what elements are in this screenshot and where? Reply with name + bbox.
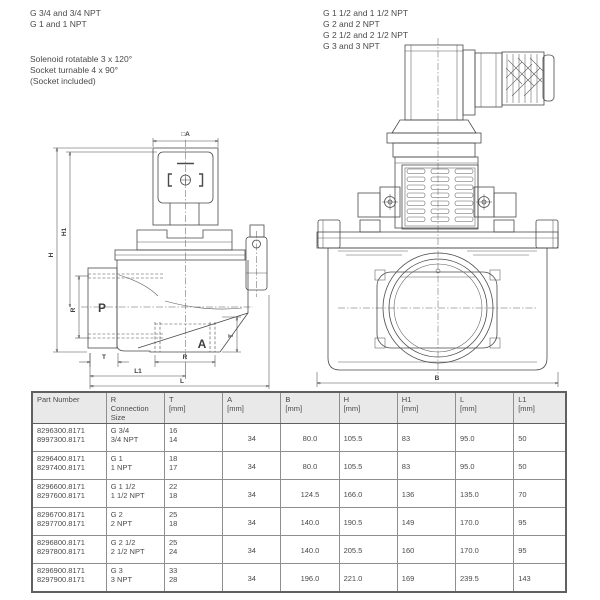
solenoid-coil [405,45,463,120]
dim-l-label: L [180,378,184,385]
table-header-row [32,392,566,424]
col-header-a: A [mm] [223,392,281,424]
col-header-l: L [mm] [455,392,513,424]
dim-r-bottom-label: R [182,354,188,361]
h-cell: 166.0 [339,480,397,508]
part-number-cell: 8296700.8171 8297700.8171 [32,508,106,536]
connection-cell: G 1 1/2 1 1/2 NPT [106,480,164,508]
l1-cell: 50 [514,452,566,480]
gland-hatch [506,58,543,96]
h1-cell: 169 [397,564,455,593]
table-row [32,536,566,564]
h-cell: 205.5 [339,536,397,564]
part-number-cell: 8296300.8171 8997300.8171 [32,424,106,452]
l-cell: 95.0 [455,424,513,452]
connection-cell: G 3/4 3/4 NPT [106,424,164,452]
b-cell: 124.5 [281,480,339,508]
b-cell: 140.0 [281,508,339,536]
h1-cell: 83 [397,424,455,452]
connection-cell: G 3 3 NPT [106,564,164,593]
b-cell: 80.0 [281,452,339,480]
dimension-table [31,391,567,593]
h1-cell: 83 [397,452,455,480]
a-port-label: A [197,337,207,351]
table-row [32,424,566,452]
col-header-t: T [mm] [164,392,222,424]
t-cell: 25 24 [164,536,222,564]
dim-t-right [222,317,241,352]
b-cell: 196.0 [281,564,339,593]
l-cell: 95.0 [455,452,513,480]
top-flange [317,220,558,255]
dim-h-label: H [48,252,55,258]
h1-cell: 136 [397,480,455,508]
a-cell: 34 [223,480,281,508]
vent-grille [407,169,473,222]
solenoid-notes [30,54,132,87]
note-line: (Socket included) [30,76,96,86]
dim-a-label: □A [181,131,190,138]
l-cell: 239.5 [455,564,513,593]
dim-l1-label: L1 [134,368,142,375]
b-cell: 140.0 [281,536,339,564]
t-cell: 25 18 [164,508,222,536]
connection-cell: G 2 1/2 2 1/2 NPT [106,536,164,564]
l1-cell: 50 [514,424,566,452]
right-valve-drawing [310,38,565,390]
diaphragm-line [138,313,248,348]
l1-cell: 95 [514,536,566,564]
body-flange [115,250,245,260]
col-header-h1: H1 [mm] [397,392,455,424]
size-line: G 3/4 and 3/4 NPT [30,8,101,18]
l-cell: 170.0 [455,508,513,536]
size-line: G 2 and 2 NPT [323,19,380,29]
dim-t-right-label: T [228,334,235,338]
size-line: G 2 1/2 and 2 1/2 NPT [323,30,409,40]
p-port-label: P [97,301,107,315]
part-number-cell: 8296600.8171 8297600.8171 [32,480,106,508]
dim-t-bottom [79,353,129,367]
part-number-cell: 8296400.8171 8297400.8171 [32,452,106,480]
col-header-h: H [mm] [339,392,397,424]
left-valve-drawing [45,105,280,390]
connection-cell: G 1 1 NPT [106,452,164,480]
part-number-cell: 8296900.8171 8297900.8171 [32,564,106,593]
note-line: Solenoid rotatable 3 x 120° [30,54,133,64]
a-cell: 34 [223,564,281,593]
l1-cell: 70 [514,480,566,508]
col-header-b: B [mm] [281,392,339,424]
l-cell: 170.0 [455,536,513,564]
dim-r-bottom [155,354,215,367]
dim-r-port-label: R [70,307,77,313]
t-cell: 18 17 [164,452,222,480]
table-row [32,564,566,593]
cable-connector [463,50,554,115]
h1-cell: 149 [397,508,455,536]
connection-cell: G 2 2 NPT [106,508,164,536]
note-line: Socket turnable 4 x 90° [30,65,118,75]
size-line: G 3 and 3 NPT [323,41,380,51]
h-cell: 105.5 [339,452,397,480]
dim-h1-label: H1 [61,227,68,237]
t-cell: 33 28 [164,564,222,593]
dim-l1 [90,363,186,379]
h-cell: 190.5 [339,508,397,536]
l1-cell: 143 [514,564,566,593]
table-row [32,508,566,536]
a-cell: 34 [223,424,281,452]
a-cell: 34 [223,536,281,564]
a-cell: 34 [223,452,281,480]
h-cell: 221.0 [339,564,397,593]
dim-b [317,372,558,387]
t-cell: 22 18 [164,480,222,508]
dim-h1 [61,152,157,307]
col-header-l1: L1 [mm] [514,392,566,424]
col-header-part-number: Part Number [32,392,106,424]
t-cell: 16 14 [164,424,222,452]
table-row [32,452,566,480]
size-line: G 1 1/2 and 1 1/2 NPT [323,8,409,18]
size-list-left [30,8,101,30]
a-cell: 34 [223,508,281,536]
size-line: G 1 and 1 NPT [30,19,87,29]
dim-t-bottom-label: T [102,354,106,361]
l-cell: 135.0 [455,480,513,508]
valve-body [328,248,547,370]
dim-b-label: B [434,375,440,382]
col-header-connection: R Connection Size [106,392,164,424]
b-cell: 80.0 [281,424,339,452]
screw-boss-left [358,187,400,217]
l1-cell: 95 [514,508,566,536]
side-boss [246,225,267,297]
h1-cell: 160 [397,536,455,564]
part-number-cell: 8296800.8171 8297800.8171 [32,536,106,564]
table-row [32,480,566,508]
bonnet [387,120,481,157]
h-cell: 105.5 [339,424,397,452]
bonnet [137,230,232,250]
screw-boss-right [474,187,516,217]
